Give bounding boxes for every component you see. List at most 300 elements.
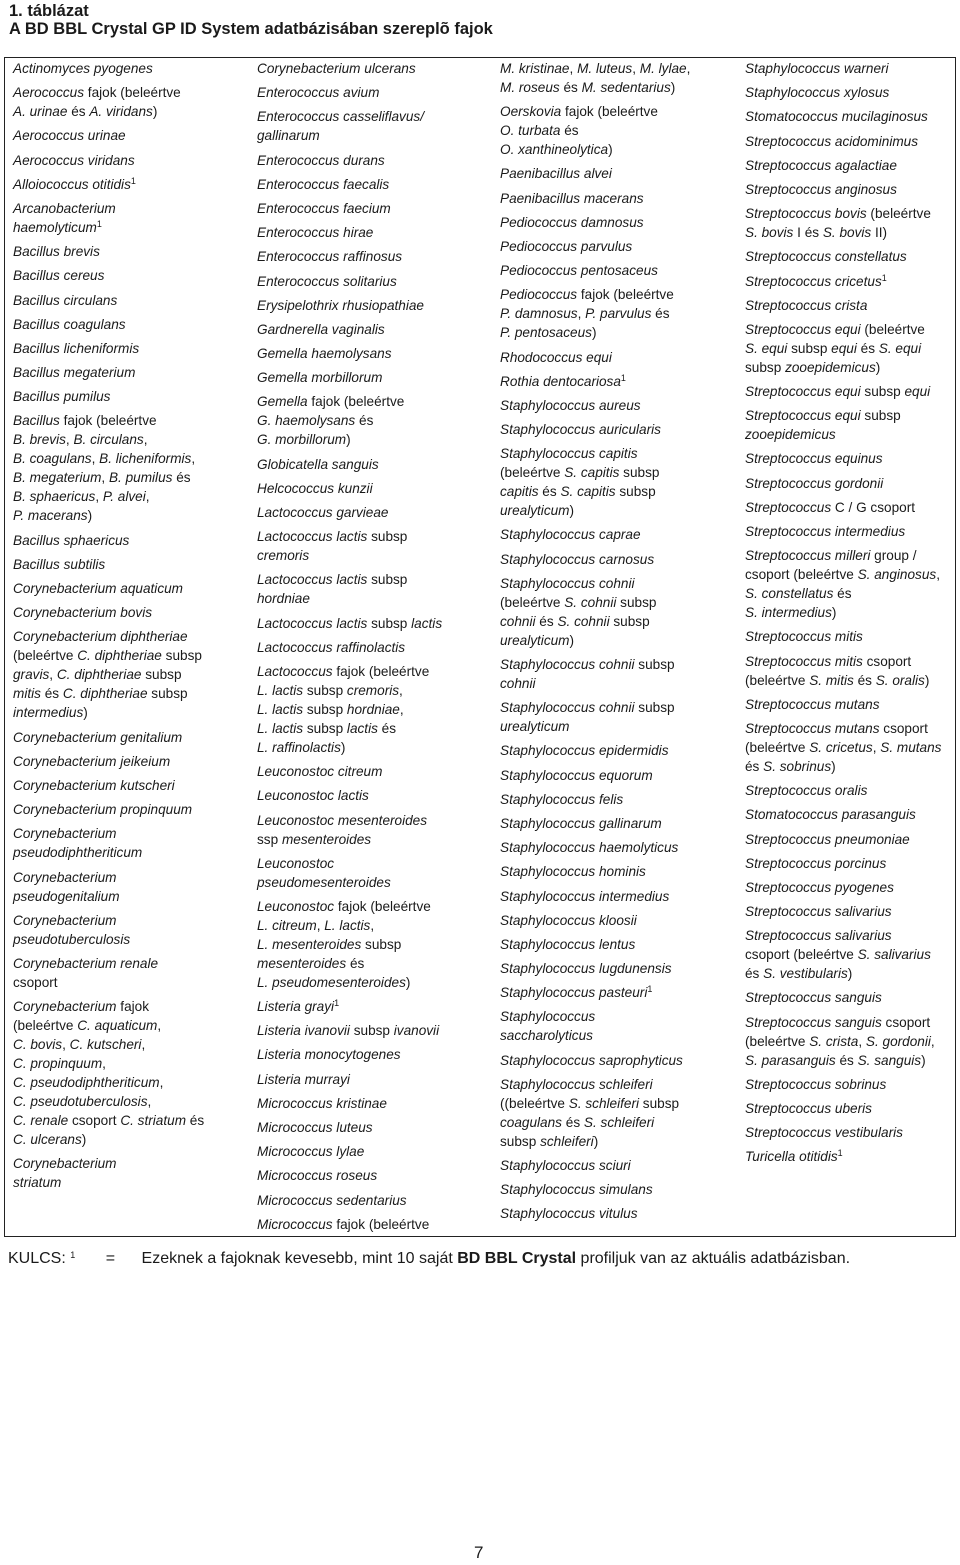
taxon-name: Aerococcus: [13, 85, 85, 101]
entry-text: (beleértve: [860, 321, 925, 337]
taxon-name: S. cohnii: [564, 594, 617, 610]
taxon-name: Staphylococcus simulans: [500, 1182, 653, 1198]
taxon-name: S. schleiferi: [583, 1114, 655, 1130]
entry-text: ,: [872, 739, 881, 755]
species-entry: [500, 525, 735, 544]
entry-text: subsp: [367, 615, 412, 631]
taxon-name: Corynebacterium renale: [13, 955, 159, 971]
species-entry: [500, 1180, 735, 1199]
taxon-name: P. parvulus: [585, 306, 652, 322]
entry-text: subsp: [634, 657, 675, 672]
entry-text: ,: [370, 917, 375, 933]
taxon-name: Leuconostoc: [257, 855, 335, 871]
taxon-name: G. haemolysans: [257, 413, 356, 429]
entry-text: subsp: [303, 682, 347, 698]
taxon-name: Gemella: [257, 394, 308, 410]
species-entry: [257, 811, 492, 849]
taxon-name: hordniae: [346, 701, 400, 717]
taxon-name: Rothia dentocariosa: [500, 373, 621, 389]
species-entry: [257, 223, 492, 242]
taxon-name: intermedius: [13, 705, 84, 721]
entry-text: ssp: [257, 831, 282, 847]
taxon-name: zooepidemicus: [785, 359, 876, 375]
taxon-name: S. bovis: [822, 225, 872, 241]
taxon-name: Corynebacterium jeikeium: [13, 753, 171, 769]
entry-text: és: [833, 586, 852, 602]
species-entry: [257, 296, 492, 315]
species-entry: [13, 531, 243, 550]
species-entry: [13, 83, 243, 121]
species-entry: [745, 546, 955, 622]
species-entry: [13, 126, 243, 145]
species-entry: [500, 935, 735, 954]
taxon-name: Staphylococcus equorum: [500, 767, 653, 783]
entry-text: (beleértve: [745, 672, 810, 688]
species-entry: [500, 959, 735, 978]
key-text-before: Ezeknek a fajoknak kevesebb, mint 10 saját: [141, 1250, 458, 1267]
taxon-name: lactis: [346, 720, 378, 736]
taxon-name: L. pseudomesenteroides: [257, 974, 406, 990]
taxon-name: Staphylococcus epidermidis: [500, 743, 669, 759]
taxon-name: Streptococcus pneumoniae: [745, 831, 910, 847]
entry-text: ,: [632, 61, 640, 76]
taxon-name: Staphylococcus intermedius: [500, 888, 670, 904]
species-entry: [745, 781, 955, 800]
entry-text: csoport: [862, 653, 912, 669]
species-entry: [745, 522, 955, 541]
taxon-name: lactis: [411, 615, 443, 631]
species-column-2: [257, 59, 492, 1234]
taxon-name: Alloiococcus otitidis: [13, 176, 131, 192]
taxon-name: Staphylococcus cohnii: [500, 575, 635, 591]
species-entry: [13, 387, 243, 406]
taxon-name: S. intermedius: [745, 605, 832, 621]
species-entry: [257, 786, 492, 805]
taxon-name: Staphylococcus haemolyticus: [500, 840, 679, 856]
species-entry: [500, 766, 735, 785]
taxon-name: S. anginosus: [857, 567, 937, 583]
taxon-name: Rhodococcus equi: [500, 349, 612, 365]
taxon-name: C. pseudotuberculosis: [13, 1094, 148, 1110]
entry-text: subsp: [787, 340, 832, 356]
taxon-name: Bacillus licheniformis: [13, 340, 140, 356]
taxon-name: Staphylococcus: [500, 1009, 596, 1025]
species-entry: [13, 728, 243, 747]
species-entry: [745, 156, 955, 175]
taxon-name: Staphylococcus carnosus: [500, 551, 655, 567]
footnote-marker: 1: [881, 272, 887, 283]
taxon-name: Staphylococcus saprophyticus: [500, 1052, 683, 1068]
taxon-name: C. propinquum: [13, 1056, 103, 1072]
species-entry: [257, 151, 492, 170]
species-entry: [500, 372, 735, 391]
taxon-name: P. alvei: [102, 489, 146, 505]
taxon-name: P. damnosus: [500, 306, 578, 322]
entry-text: ,: [102, 1056, 106, 1072]
taxon-name: urealyticum: [500, 719, 570, 735]
taxon-name: Lactococcus lactis: [257, 529, 368, 545]
entry-text: fajok (beleértve: [307, 394, 405, 410]
taxon-name: Streptococcus: [745, 499, 832, 515]
entry-text: ,: [316, 917, 325, 933]
species-entry: [500, 1051, 735, 1070]
taxon-name: Bacillus: [13, 413, 60, 429]
taxon-name: Micrococcus roseus: [257, 1168, 378, 1184]
species-entry: [500, 814, 735, 833]
taxon-name: S. sobrinus: [763, 758, 832, 774]
taxon-name: C. aquaticum: [77, 1018, 158, 1034]
taxon-name: Helcococcus kunzii: [257, 480, 373, 496]
species-entry: [257, 479, 492, 498]
taxon-name: Globicatella sanguis: [257, 456, 379, 472]
taxon-name: L. lactis: [324, 917, 371, 933]
entry-text: subsp: [615, 484, 656, 500]
species-entry: [13, 800, 243, 819]
entry-text: ): [87, 508, 93, 524]
species-entry: [257, 247, 492, 266]
taxon-name: C. striatum: [120, 1113, 187, 1129]
taxon-name: Corynebacterium: [13, 869, 117, 885]
entry-text: (beleértve: [500, 594, 565, 610]
species-entry: [13, 242, 243, 261]
taxon-name: Lactococcus garvieae: [257, 505, 389, 520]
species-entry: [13, 291, 243, 310]
taxon-name: S. crista: [809, 1033, 859, 1049]
species-entry: [500, 887, 735, 906]
taxon-name: Corynebacterium bovis: [13, 605, 153, 621]
entry-text: csoport (beleértve: [745, 947, 858, 963]
taxon-name: S. vestibularis: [763, 966, 848, 982]
taxon-name: cremoris: [257, 548, 310, 564]
species-entry: [745, 296, 955, 315]
taxon-name: haemolyticum: [13, 219, 97, 235]
footnote-marker: 1: [837, 1148, 843, 1159]
taxon-name: Listeria grayi: [257, 999, 335, 1015]
entry-text: és: [535, 613, 558, 629]
taxon-name: S. sanguis: [857, 1052, 922, 1068]
taxon-name: O. turbata: [500, 123, 561, 139]
entry-text: fajok: [116, 999, 150, 1015]
entry-text: (beleértve: [500, 465, 565, 481]
species-entry: [745, 926, 955, 983]
key-label: KULCS:: [8, 1250, 66, 1267]
species-entry: [13, 175, 243, 194]
taxon-name: Corynebacterium aquaticum: [13, 581, 184, 596]
entry-text: group /: [870, 548, 917, 564]
taxon-name: Streptococcus oralis: [745, 783, 868, 799]
taxon-name: Bacillus pumilus: [13, 389, 111, 405]
species-entry: [745, 83, 955, 102]
entry-text: ,: [159, 1075, 164, 1091]
taxon-name: Turicella otitidis: [745, 1149, 838, 1165]
taxon-name: Streptococcus gordonii: [745, 475, 884, 491]
entry-text: subsp: [639, 1095, 680, 1111]
taxon-name: Corynebacterium ulcerans: [257, 61, 416, 76]
species-entry: [500, 550, 735, 569]
taxon-name: Streptococcus equi: [745, 408, 861, 424]
species-entry: [500, 420, 735, 439]
entry-text: ,: [143, 432, 148, 448]
species-entry: [257, 1094, 492, 1113]
taxon-name: C. diphtheriae: [62, 686, 148, 702]
entry-text: ,: [49, 667, 57, 683]
species-entry: [500, 261, 735, 280]
taxon-name: S. equi: [745, 340, 788, 356]
entry-text: subsp: [860, 408, 901, 424]
taxon-name: Streptococcus sanguis: [745, 1014, 882, 1030]
entry-text: ): [924, 672, 930, 688]
entry-text: és: [355, 413, 374, 429]
entry-text: subsp: [147, 686, 188, 702]
taxon-name: S. capitis: [560, 484, 616, 500]
entry-text: ): [83, 705, 88, 721]
footnote-marker: 1: [334, 998, 340, 1009]
entry-text: ((beleértve: [500, 1095, 569, 1111]
taxon-name: Staphylococcus auricularis: [500, 422, 661, 438]
entry-text: ,: [65, 432, 74, 448]
taxon-name: Streptococcus crista: [745, 297, 868, 313]
species-column-3: [500, 59, 735, 1223]
taxon-name: L. lactis: [257, 720, 304, 736]
entry-text: (beleértve: [13, 648, 78, 664]
entry-text: subsp: [141, 667, 182, 683]
taxon-name: Micrococcus sedentarius: [257, 1192, 407, 1208]
taxon-name: L. citreum: [257, 917, 317, 933]
taxon-name: Pediococcus: [500, 287, 578, 303]
entry-text: ): [152, 104, 158, 120]
taxon-name: Streptococcus salivarius: [745, 904, 892, 920]
taxon-name: P. pentosaceus: [500, 325, 592, 341]
entry-text: ,: [936, 567, 940, 583]
entry-text: ,: [157, 1018, 162, 1034]
entry-text: ,: [930, 1033, 935, 1049]
taxon-name: equi: [904, 384, 931, 400]
taxon-name: Lactococcus lactis: [257, 572, 368, 588]
species-entry: [257, 997, 492, 1016]
species-entry: [745, 272, 955, 291]
entry-text: és: [377, 720, 397, 736]
species-entry: [500, 164, 735, 183]
taxon-name: pseudodiphtheriticum: [13, 845, 143, 861]
species-entry: [257, 1215, 492, 1234]
taxon-name: Streptococcus sobrinus: [745, 1076, 887, 1092]
species-entry: [13, 1154, 243, 1192]
taxon-name: S. parasanguis: [745, 1052, 836, 1068]
taxon-name: M. luteus: [577, 61, 633, 76]
taxon-name: Staphylococcus kloosii: [500, 912, 637, 928]
taxon-name: Corynebacterium diphtheriae: [13, 629, 188, 645]
entry-text: subsp: [161, 648, 202, 664]
species-entry: [13, 776, 243, 795]
taxon-name: B. pumilus: [108, 470, 173, 486]
entry-text: subsp: [500, 1133, 541, 1149]
taxon-name: cremoris: [346, 682, 400, 698]
species-entry: [745, 878, 955, 897]
species-entry: [745, 988, 955, 1007]
entry-text: és: [856, 340, 879, 356]
entry-text: ): [340, 739, 346, 755]
taxon-name: Micrococcus luteus: [257, 1120, 373, 1135]
taxon-name: Corynebacterium kutscheri: [13, 777, 175, 793]
species-entry: [257, 59, 492, 78]
taxon-name: coagulans: [500, 1114, 562, 1130]
entry-text: ,: [399, 701, 404, 717]
taxon-name: saccharolyticus: [500, 1028, 593, 1044]
species-entry: [500, 838, 735, 857]
species-entry: [257, 897, 492, 992]
species-entry: [745, 627, 955, 646]
taxon-name: cohnii: [500, 676, 536, 691]
taxon-name: Streptococcus salivarius: [745, 928, 892, 944]
entry-text: ,: [147, 1094, 152, 1110]
species-column-1: [13, 59, 243, 1192]
taxon-name: S. constellatus: [745, 586, 834, 602]
taxon-name: Pediococcus parvulus: [500, 238, 633, 254]
taxon-name: A. viridans: [89, 104, 153, 120]
species-entry: [257, 662, 492, 757]
entry-text: ): [608, 142, 613, 158]
species-entry: [500, 862, 735, 881]
entry-text: ,: [91, 451, 100, 467]
page-number: 7: [474, 1543, 484, 1562]
species-entry: [745, 204, 955, 242]
species-entry: [745, 719, 955, 776]
entry-text: csoport (beleértve: [745, 567, 858, 583]
entry-text: fajok (beleértve: [577, 287, 674, 303]
species-entry: [745, 1147, 955, 1166]
taxon-name: pseudomesenteroides: [257, 874, 391, 890]
taxon-name: Staphylococcus capitis: [500, 446, 638, 462]
taxon-name: cohnii: [500, 613, 536, 629]
species-entry: [745, 247, 955, 266]
entry-text: és: [559, 80, 582, 95]
taxon-name: Staphylococcus hominis: [500, 864, 646, 880]
taxon-name: Lactococcus lactis: [257, 615, 368, 631]
taxon-name: Oerskovia: [500, 104, 562, 120]
species-entry: [257, 368, 492, 387]
taxon-name: C. diphtheriae: [77, 648, 162, 664]
entry-text: fajok (beleértve: [332, 663, 430, 679]
taxon-name: Gardnerella vaginalis: [257, 321, 385, 337]
species-entry: [257, 1021, 492, 1040]
taxon-name: Staphylococcus lentus: [500, 936, 636, 952]
species-entry: [13, 627, 243, 722]
taxon-name: Stomatococcus mucilaginosus: [745, 109, 928, 125]
species-entry: [13, 339, 243, 358]
taxon-name: Bacillus brevis: [13, 244, 100, 260]
taxon-name: mitis: [13, 686, 41, 702]
species-entry: [500, 444, 735, 520]
entry-text: ): [670, 80, 676, 95]
taxon-name: Listeria ivanovii: [257, 1023, 350, 1039]
taxon-name: S. schleiferi: [568, 1095, 640, 1111]
taxon-name: Staphylococcus gallinarum: [500, 815, 662, 831]
taxon-name: Leuconostoc lactis: [257, 788, 369, 804]
taxon-name: Enterococcus hirae: [257, 225, 374, 241]
footnote-marker: 1: [620, 372, 626, 383]
taxon-name: S. salivarius: [857, 947, 931, 963]
taxon-name: Corynebacterium genitalium: [13, 729, 183, 745]
species-entry: [745, 1013, 955, 1070]
taxon-name: P. macerans: [13, 508, 88, 524]
entry-text: subsp: [361, 936, 402, 952]
species-entry: [257, 503, 492, 522]
species-entry: [257, 392, 492, 449]
entry-text: ): [831, 758, 836, 774]
species-entry: [257, 1191, 492, 1210]
taxon-name: ivanovii: [393, 1023, 440, 1039]
taxon-name: C. bovis: [13, 1037, 63, 1053]
entry-text: fajok (beleértve: [561, 104, 658, 120]
taxon-name: mesenteroides: [281, 831, 372, 847]
taxon-name: B. circulans: [73, 432, 144, 448]
taxon-name: Streptococcus mutans: [745, 696, 880, 712]
species-entry: [745, 382, 955, 401]
species-entry: [13, 555, 243, 574]
species-entry: [13, 868, 243, 906]
entry-text: (beleértve: [866, 206, 931, 222]
taxon-name: M. lylae: [639, 61, 687, 76]
entry-text: fajok (beleértve: [59, 413, 157, 429]
taxon-name: Bacillus sphaericus: [13, 532, 130, 548]
taxon-name: Corynebacterium: [13, 826, 117, 842]
species-entry: [257, 1045, 492, 1064]
taxon-name: S. equi: [878, 340, 922, 356]
entry-text: és: [538, 484, 561, 500]
taxon-name: S. cohnii: [557, 613, 610, 629]
taxon-name: Paenibacillus alvei: [500, 166, 612, 182]
species-entry: [745, 854, 955, 873]
entry-text: subsp: [609, 613, 650, 629]
taxon-name: Staphylococcus vitulus: [500, 1206, 638, 1222]
taxon-name: Staphylococcus sciuri: [500, 1158, 631, 1173]
taxon-name: Streptococcus vestibularis: [745, 1125, 903, 1141]
species-entry: [13, 363, 243, 382]
taxon-name: Bacillus megaterium: [13, 365, 136, 381]
taxon-name: Streptococcus mitis: [745, 653, 863, 669]
taxon-name: Corynebacterium: [13, 999, 117, 1015]
entry-text: csoport: [879, 720, 928, 736]
species-entry: [257, 1142, 492, 1161]
taxon-name: Arcanobacterium: [13, 200, 116, 216]
species-entry: [745, 132, 955, 151]
species-entry: [13, 199, 243, 237]
entry-text: és: [560, 123, 579, 139]
species-entry: [257, 614, 492, 633]
entry-text: ,: [141, 1037, 146, 1053]
taxon-name: Streptococcus pyogenes: [745, 879, 894, 895]
species-entry: [500, 574, 735, 650]
taxon-name: Enterococcus durans: [257, 152, 385, 168]
taxon-name: Streptococcus cricetus: [745, 273, 882, 289]
taxon-name: Micrococcus: [257, 1216, 333, 1232]
species-entry: [13, 997, 243, 1149]
taxon-name: Streptococcus equi: [745, 384, 861, 400]
entry-text: ): [847, 966, 853, 982]
taxon-name: Enterococcus solitarius: [257, 273, 397, 289]
species-entry: [745, 902, 955, 921]
taxon-name: urealyticum: [500, 632, 570, 648]
species-entry: [13, 266, 243, 285]
species-entry: [500, 285, 735, 342]
entry-text: és: [835, 1052, 858, 1068]
species-entry: [257, 762, 492, 781]
taxon-name: Leuconostoc citreum: [257, 764, 383, 780]
taxon-name: Streptococcus sanguis: [745, 990, 882, 1006]
species-table: [4, 57, 956, 1237]
taxon-name: L. mesenteroides: [257, 936, 362, 952]
taxon-name: hordniae: [257, 591, 310, 607]
